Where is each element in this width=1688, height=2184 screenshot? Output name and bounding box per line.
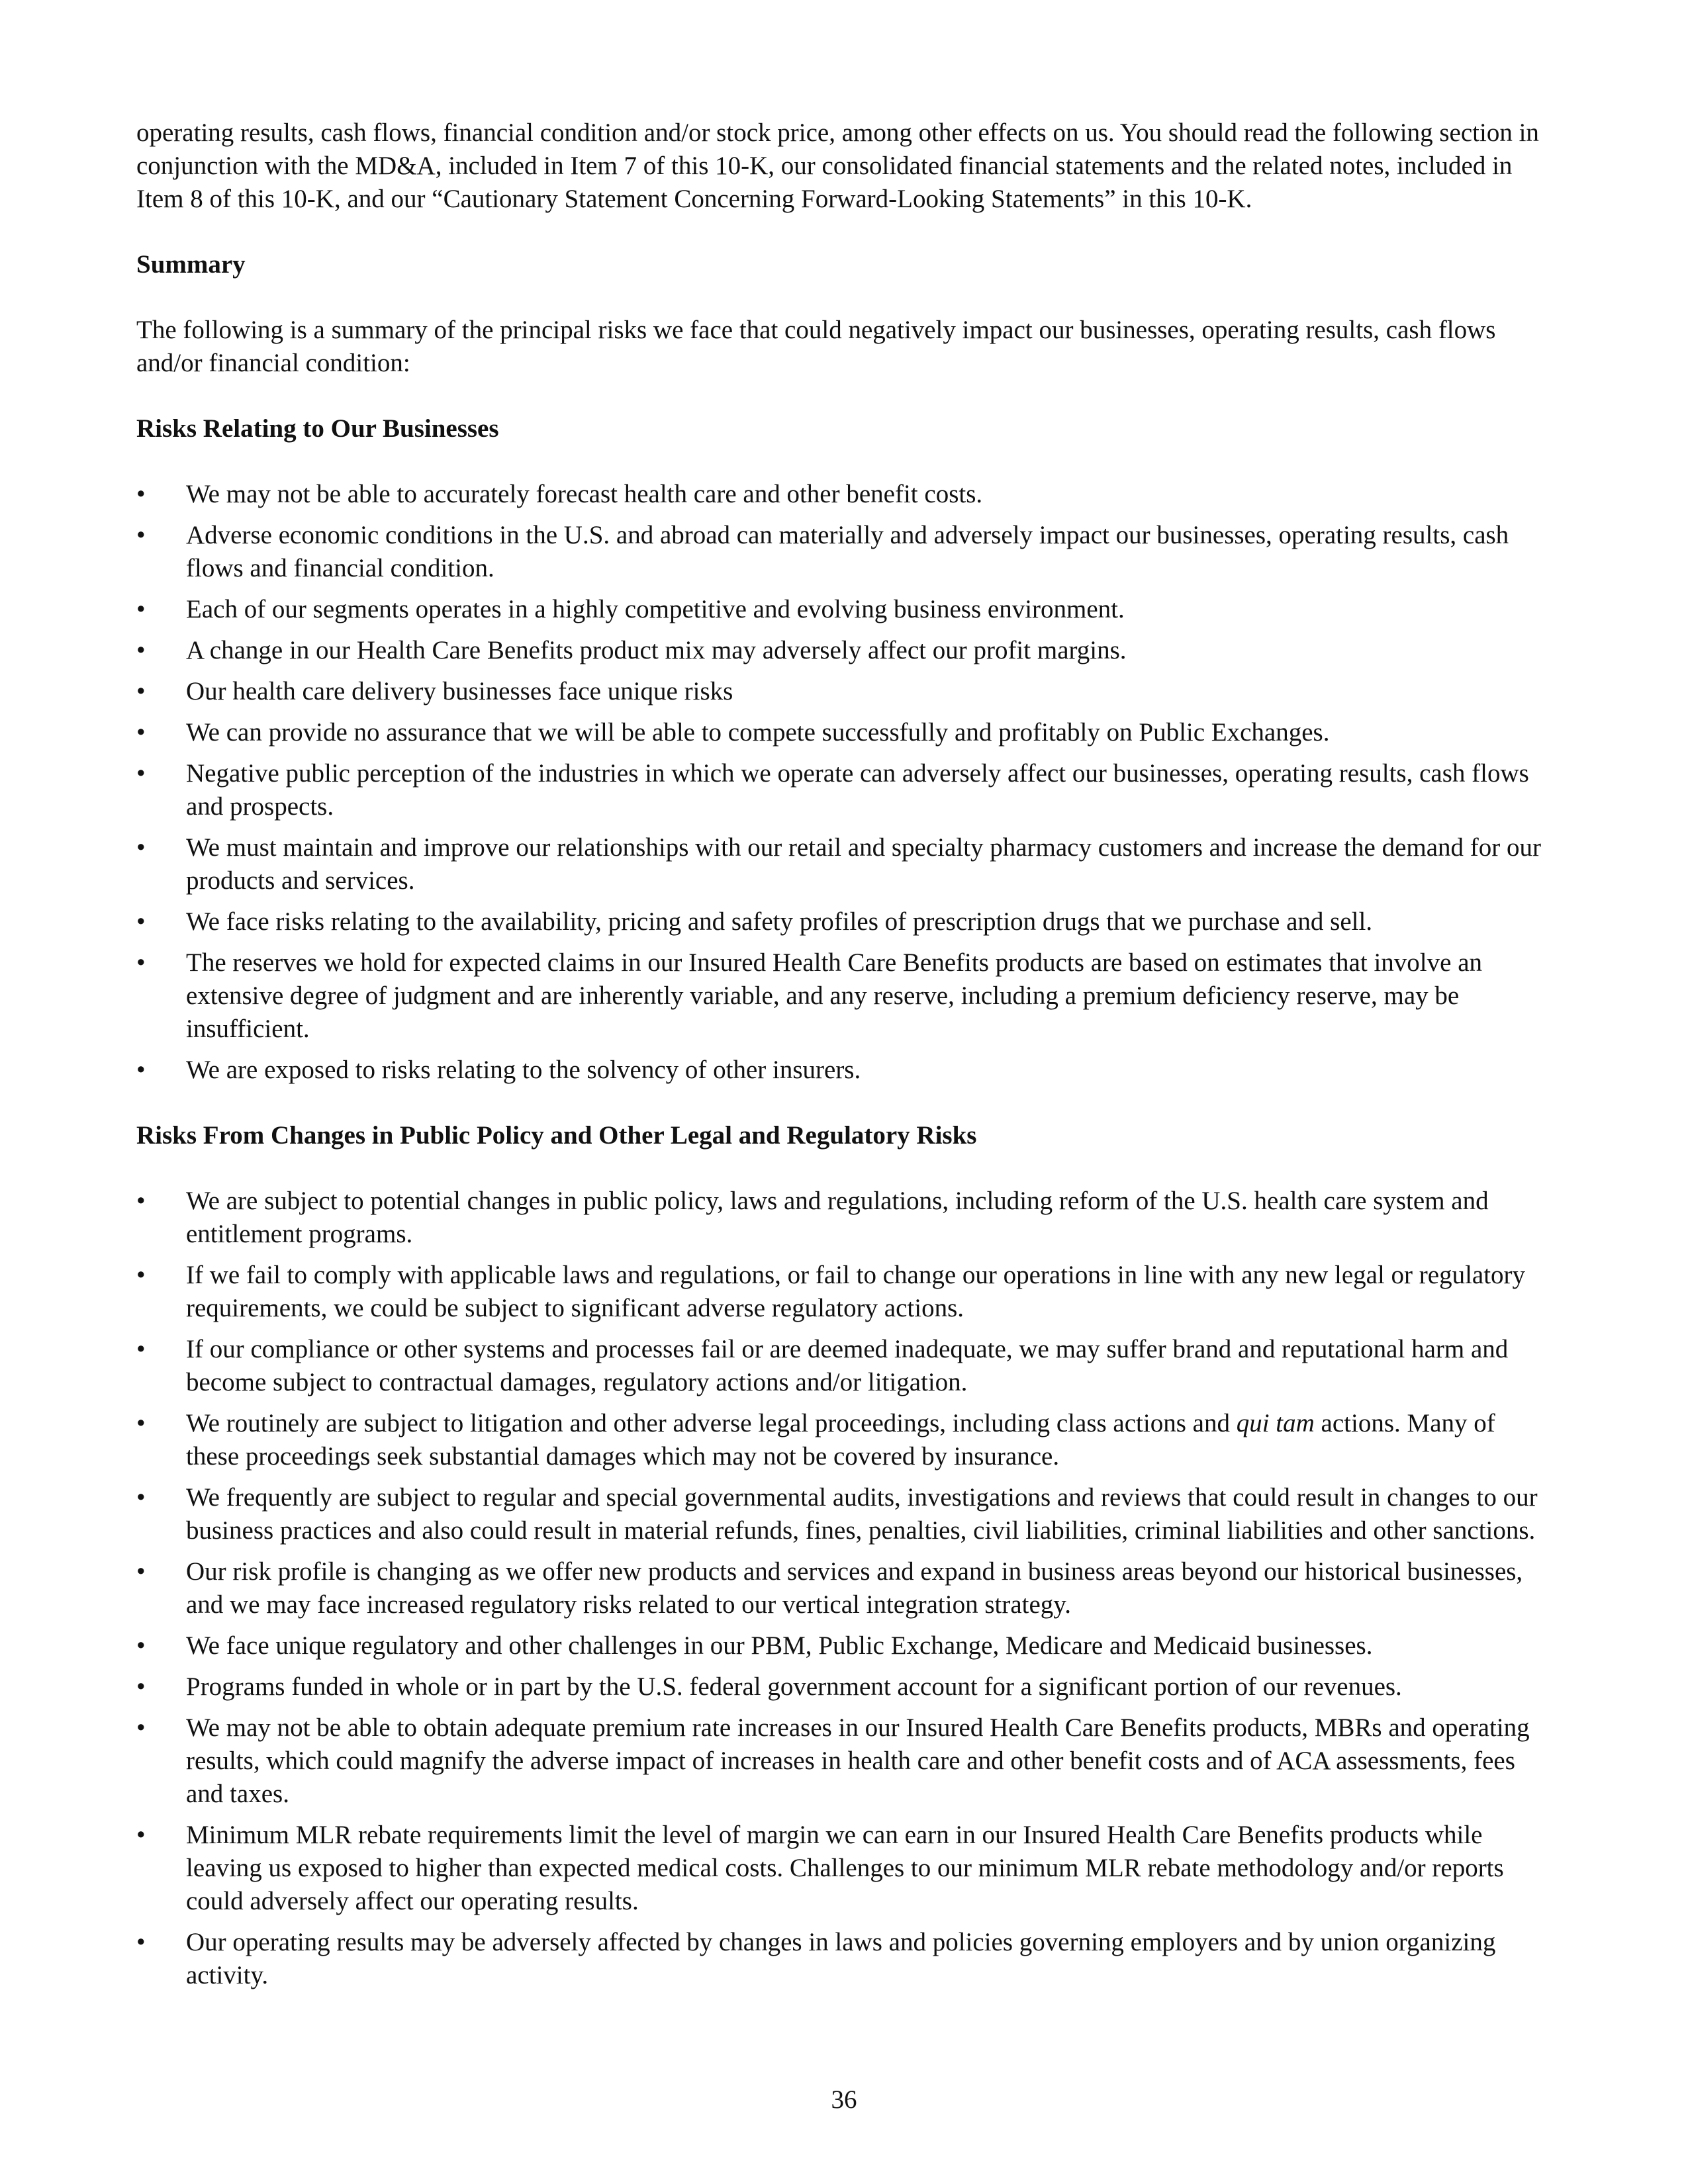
policy-risks-list [136,1185,1553,1992]
risk-item: • Programs funded in whole or in part by the U.S. federal government account for a significant portion of our revenues. [136,1670,1553,1704]
risk-item: • Our risk profile is changing as we offer new products and services and expand in business areas beyond our historical businesses, and we may face increased regulatory risks related to our vertical integration strategy. [136,1555,1553,1621]
document-page [136,116,1553,2025]
risk-item: • Our health care delivery businesses face unique risks [136,675,1553,708]
risk-item: • We are subject to potential changes in public policy, laws and regulations, including reform of the U.S. health care system and entitlement programs. [136,1185,1553,1251]
risk-item: • Each of our segments operates in a highly competitive and evolving business environment. [136,593,1553,626]
risk-item: • Our operating results may be adversely affected by changes in laws and policies governing employers and by union organizing activity. [136,1926,1553,1992]
risk-item: • We face risks relating to the availability, pricing and safety profiles of prescription drugs that we purchase and sell. [136,905,1553,938]
risk-item: • We can provide no assurance that we will be able to compete successfully and profitably on Public Exchanges. [136,716,1553,749]
intro-paragraph: operating results, cash flows, financial condition and/or stock price, among other effects on us. You should read the following section in conjunction with the MD&A, included in Item 7 of this 10-K, our consolidated financial statements and the related notes, included in Item 8 of this 10-K, and our “Cautionary Statement Concerning Forward-Looking Statements” in this 10-K. [136,118,1539,213]
summary-paragraph: The following is a summary of the principal risks we face that could negatively impact our businesses, operating results, cash flows and/or financial condition: [136,316,1496,377]
risk-item: • The reserves we hold for expected claims in our Insured Health Care Benefits products are based on estimates that involve an extensive degree of judgment and are inherently variable, and any reserve, including a premium deficiency reserve, may be insufficient. [136,946,1553,1046]
risk-item: • Adverse economic conditions in the U.S. and abroad can materially and adversely impact our businesses, operating results, cash flows and financial condition. [136,519,1553,585]
risk-item: • We must maintain and improve our relationships with our retail and specialty pharmacy customers and increase the demand for our products and services. [136,831,1553,897]
risk-item: • We are exposed to risks relating to the solvency of other insurers. [136,1054,1553,1087]
risk-item: • We face unique regulatory and other challenges in our PBM, Public Exchange, Medicare and Medicaid businesses. [136,1629,1553,1662]
risk-item: • Negative public perception of the industries in which we operate can adversely affect our businesses, operating results, cash flows and prospects. [136,757,1553,823]
risk-item [136,1407,1553,1473]
risk-item: • We may not be able to obtain adequate premium rate increases in our Insured Health Care Benefits products, MBRs and operating results, which could magnify the adverse impact of increases in health care and other benefit costs and of ACA assessments, fees and taxes. [136,1711,1553,1811]
policy-risks-heading: Risks From Changes in Public Policy and Other Legal and Regulatory Risks [136,1121,977,1150]
risk-item: • If we fail to comply with applicable laws and regulations, or fail to change our operations in line with any new legal or regulatory requirements, we could be subject to significant adverse regulatory actions. [136,1259,1553,1325]
page-number: 36 [831,2085,857,2114]
risk-item: • Minimum MLR rebate requirements limit the level of margin we can earn in our Insured Health Care Benefits products while leaving us exposed to higher than expected medical costs. Challenges to our minimum MLR rebate methodology and/or reports could adversely affect our operating results. [136,1819,1553,1918]
summary-heading: Summary [136,250,246,279]
risk-item: • We may not be able to accurately forecast health care and other benefit costs. [136,478,1553,511]
risk-item-italic-term: qui tam [1236,1409,1315,1437]
risk-item: • A change in our Health Care Benefits product mix may adversely affect our profit margins. [136,634,1553,667]
businesses-risks-heading: Risks Relating to Our Businesses [136,414,499,443]
risk-item-text: We routinely are subject to litigation and other adverse legal proceedings, including class actions and [186,1409,1237,1437]
risk-item: • We frequently are subject to regular and special governmental audits, investigations and reviews that could result in changes to our business practices and also could result in material refunds, fines, penalties, civil liabilities, criminal liabilities and other sanctions. [136,1481,1553,1547]
risk-item-text: actions. Many of these proceedings seek substantial damages which may not be covered by insurance. [186,1409,1495,1471]
risk-item: • If our compliance or other systems and processes fail or are deemed inadequate, we may suffer brand and reputational harm and become subject to contractual damages, regulatory actions and/or litigation. [136,1333,1553,1399]
businesses-risks-list [136,478,1553,1087]
